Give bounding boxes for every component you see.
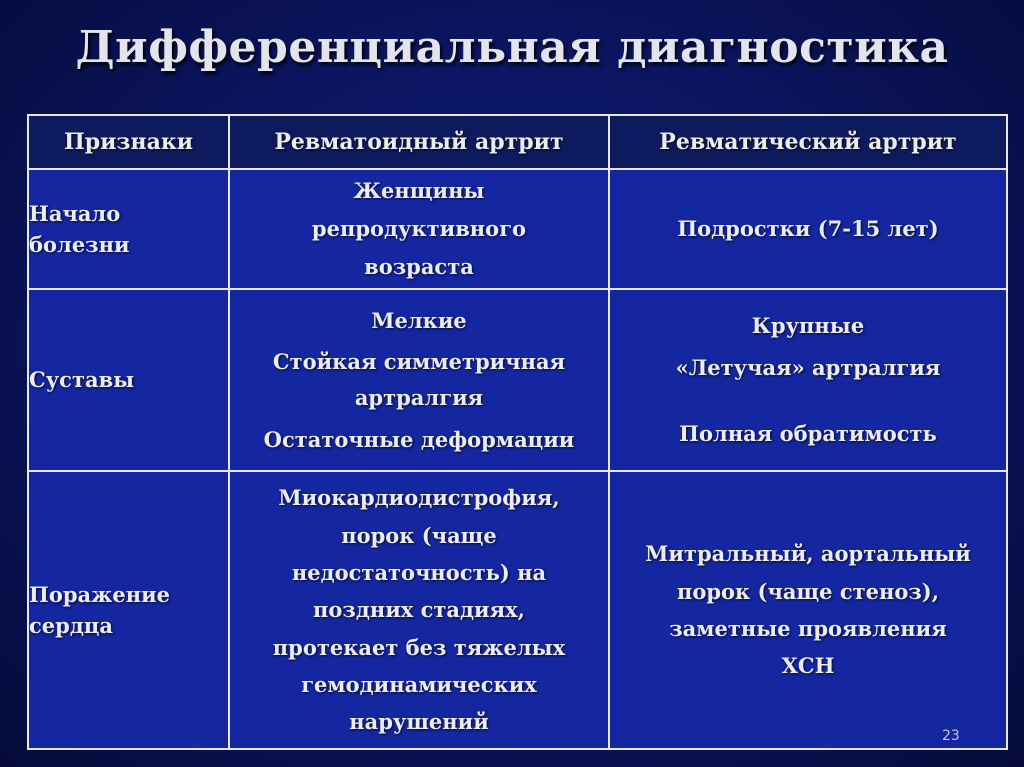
cell-line: Стойкая симметричная: [272, 349, 566, 375]
cell-line: недостаточность) на: [291, 559, 547, 585]
cell-line: ХСН: [781, 653, 835, 679]
cell-line: Остаточные деформации: [263, 426, 575, 452]
label-line: болезни: [29, 232, 130, 257]
cell-line: Подростки (7-15 лет): [677, 216, 939, 242]
cell-line: гемодинамических: [301, 672, 537, 698]
label-line: Поражение: [29, 581, 171, 607]
table-row-joints: [28, 289, 1007, 471]
row-label-heart: [28, 471, 229, 749]
cell-rheum-heart: [609, 471, 1007, 749]
page-number: 23: [942, 728, 960, 744]
header-rheumatic-arthritis: Ревматический артрит: [609, 115, 1007, 169]
cell-line: репродуктивного: [311, 216, 527, 242]
cell-line: артралгия: [354, 385, 484, 410]
row-label-onset: [28, 169, 229, 289]
cell-line: нарушений: [349, 709, 489, 735]
differential-diagnosis-table: [27, 114, 1008, 750]
table-header-row: [28, 115, 1007, 169]
slide-title: Дифференциальная диагностика: [75, 22, 949, 73]
header-signs: Признаки: [28, 115, 229, 169]
cell-line: «Летучая» артралгия: [675, 355, 941, 381]
cell-line: протекает без тяжелых: [272, 634, 566, 660]
cell-line: Крупные: [751, 313, 865, 339]
cell-ra-onset: [229, 169, 609, 289]
cell-line: порок (чаще стеноз),: [676, 578, 940, 604]
row-label-joints: [28, 289, 229, 471]
cell-line: Женщины: [353, 178, 485, 204]
cell-line: порок (чаще: [341, 522, 497, 548]
cell-rheum-onset: [609, 169, 1007, 289]
header-rheumatoid-arthritis: Ревматоидный артрит: [229, 115, 609, 169]
cell-line: Полная обратимость: [679, 420, 937, 446]
cell-rheum-joints: [609, 289, 1007, 471]
table-row-heart: [28, 471, 1007, 749]
cell-ra-joints: [229, 289, 609, 471]
cell-ra-heart: [229, 471, 609, 749]
cell-line: заметные проявления: [669, 616, 947, 641]
label-line: сердца: [29, 613, 113, 638]
label-line: Суставы: [29, 367, 135, 393]
cell-line: Мелкие: [371, 307, 467, 333]
cell-line: Митральный, аортальный: [645, 541, 971, 567]
label-line: Начало: [29, 200, 121, 226]
cell-line: Миокардиодистрофия,: [278, 485, 560, 511]
table-row-onset: [28, 169, 1007, 289]
cell-line: возраста: [364, 253, 474, 279]
cell-line: поздних стадиях,: [313, 597, 525, 623]
